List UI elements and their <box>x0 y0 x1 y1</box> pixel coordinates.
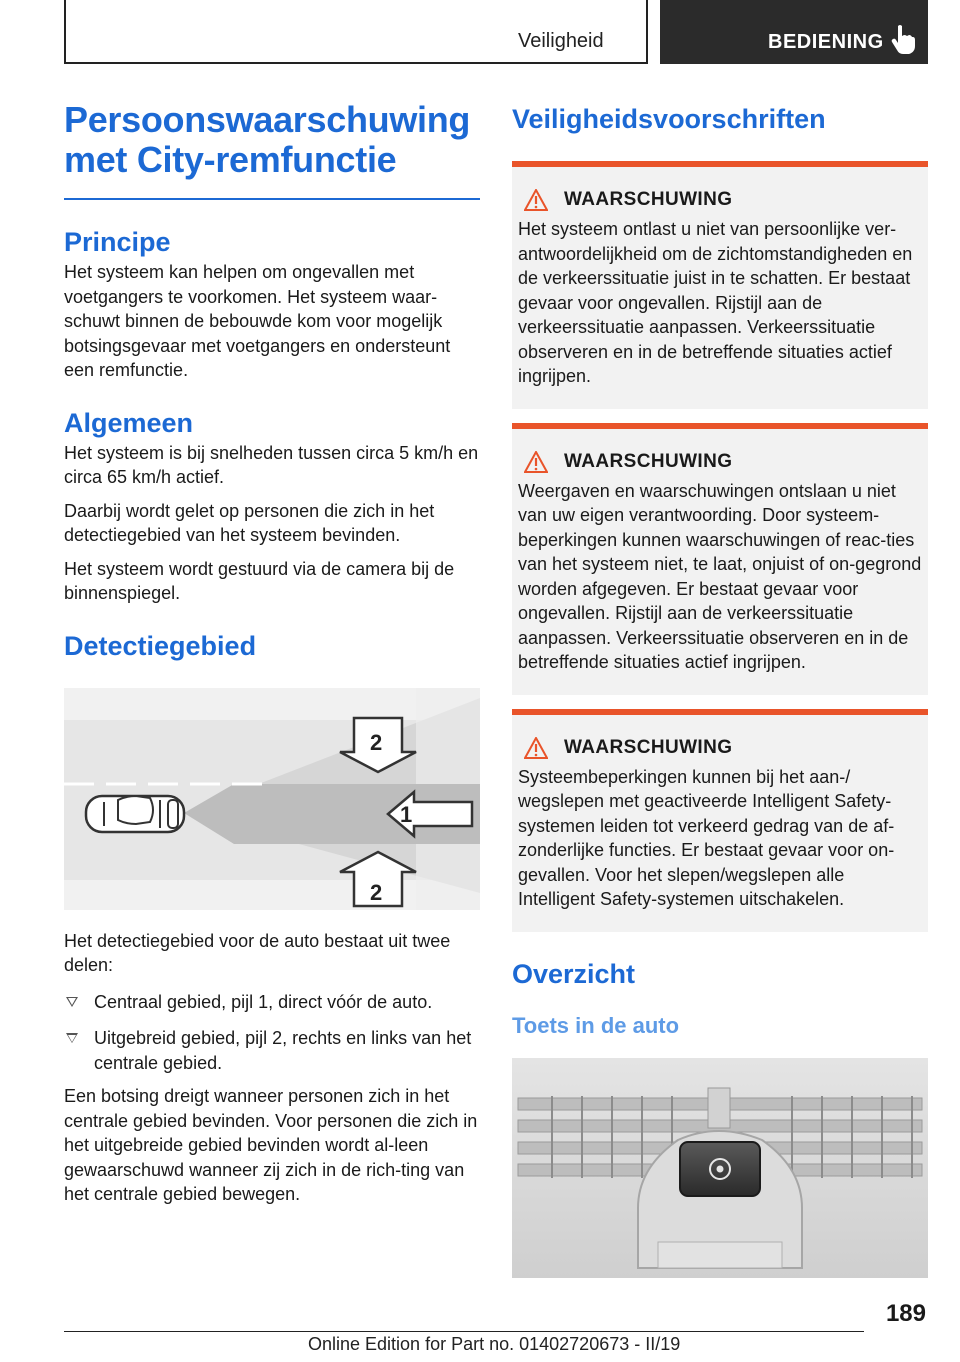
footer-edition: Online Edition for Part no. 01402720673 - II/19 <box>308 1334 681 1354</box>
detectie-outro: Een botsing dreigt wanneer personen zich in het centrale gebied bevinden. Voor personen die zich in het uitgebreide gebied bevinden wordt al-leen gewaarschuwd wanneer zij zich in de rich-ting van het centrale gebied bewegen. <box>64 1086 478 1204</box>
warning-title <box>524 451 922 473</box>
principe-heading: Principe <box>64 227 171 257</box>
page-title-line1: Persoonswaarschuwing <box>64 99 471 140</box>
pedestrian-warning-button <box>680 1142 760 1196</box>
dashboard-button-photo <box>512 1058 928 1278</box>
warning-box-1 <box>512 161 928 409</box>
detection-area-diagram <box>64 688 480 910</box>
footer-rule <box>64 1331 864 1332</box>
button-in-car-figure <box>512 1058 928 1283</box>
detectie-heading: Detectiegebied <box>64 630 257 661</box>
page-title-line2: met City-remfunctie <box>64 139 397 180</box>
warning-title-text: WAARSCHUWING <box>564 450 733 472</box>
algemeen-paragraph-3: Het systeem wordt gestuurd via de camera bij de binnenspiegel. <box>64 558 455 603</box>
detectie-bullet-list <box>64 990 480 1076</box>
overzicht-heading: Overzicht <box>512 958 636 989</box>
warning-title <box>524 737 922 759</box>
header-chapter-label: BEDIENING <box>768 31 884 53</box>
warning-triangle-icon <box>524 737 548 759</box>
header-section-title: Veiligheid <box>518 30 604 52</box>
bullet-triangle-icon <box>66 1033 78 1043</box>
detection-area-figure <box>64 688 480 915</box>
list-item <box>64 990 480 1015</box>
bullet-text: Uitgebreid gebied, pijl 2, rechts en links van het centrale gebied. <box>94 1028 472 1073</box>
principe-text: Het systeem kan helpen om ongevallen met voetgangers te voorkomen. Het systeem waar-schuwt binnen de bebouwde kom voor mogelijk botsingsgevaar met voetgangers en ondersteunt een remfunctie. <box>64 262 451 380</box>
title-underline <box>64 198 480 200</box>
bullet-triangle-icon <box>66 997 78 1007</box>
warning-triangle-icon <box>524 189 548 211</box>
warning-text: Het systeem ontlast u niet van persoonlijke ver-antwoordelijkheid om de zichtomstandigheden en de verkeerssituatie juist in te schatten. Er bestaat gevaar voor ongevallen. Rijstijl aan de verkeerssituatie aanpassen. Verkeerssituatie observeren en in de betreffende situaties actief ingrijpen. <box>518 219 913 386</box>
bullet-text: Centraal gebied, pijl 1, direct vóór de auto. <box>94 991 433 1012</box>
hand-pointer-icon <box>890 24 916 54</box>
warning-title-text: WAARSCHUWING <box>564 736 733 758</box>
algemeen-paragraph-1: Het systeem is bij snelheden tussen circa 5 km/h en circa 65 km/h actief. <box>64 442 479 487</box>
arrow-2-bottom-label: 2 <box>370 879 383 905</box>
header-chapter-tab[interactable] <box>660 0 928 64</box>
car-icon <box>86 796 184 832</box>
warning-title <box>524 189 922 211</box>
page-number: 189 <box>885 1300 926 1327</box>
left-column <box>64 100 480 1207</box>
arrow-1-label: 1 <box>400 801 413 827</box>
arrow-2-top-label: 2 <box>370 729 383 755</box>
veiligheid-heading: Veiligheidsvoorschriften <box>512 104 826 134</box>
algemeen-paragraph-2: Daarbij wordt gelet op personen die zich in het detectiegebied van het systeem bevinden. <box>64 500 435 545</box>
warning-title-text: WAARSCHUWING <box>564 189 733 210</box>
warning-text: Systeembeperkingen kunnen bij het aan-/ wegslepen met geactiveerde Intelligent Safety-systemen leiden tot verkeerd gedrag van de af-zonderlijke functies. Er bestaat gevaar voor on-gevallen. Voor het slepen/wegslepen alle Intelligent Safety-systemen uitschakelen. <box>518 766 895 909</box>
list-item <box>64 1026 480 1075</box>
page-title <box>64 100 480 180</box>
warning-text: Weergaven en waarschuwingen ontslaan u niet van uw eigen verantwoording. Door systeem-beperkingen kunnen waarschuwingen of reac-ties van het systeem niet, te laat, onjuist of on-gegrond worden afgegeven. Er bestaat gevaar voor ongevallen. Rijstijl aan de verkeerssituatie aanpassen. Verkeerssituatie observeren en in de betreffende situaties actief ingrijpen. <box>518 480 922 672</box>
warning-box-3 <box>512 709 928 932</box>
toets-heading: Toets in de auto <box>512 1012 680 1038</box>
right-column <box>512 100 928 1283</box>
detectie-intro: Het detectiegebied voor de auto bestaat uit twee delen: <box>64 930 451 975</box>
warning-box-2 <box>512 423 928 695</box>
algemeen-heading: Algemeen <box>64 407 194 438</box>
warning-triangle-icon <box>524 451 548 473</box>
